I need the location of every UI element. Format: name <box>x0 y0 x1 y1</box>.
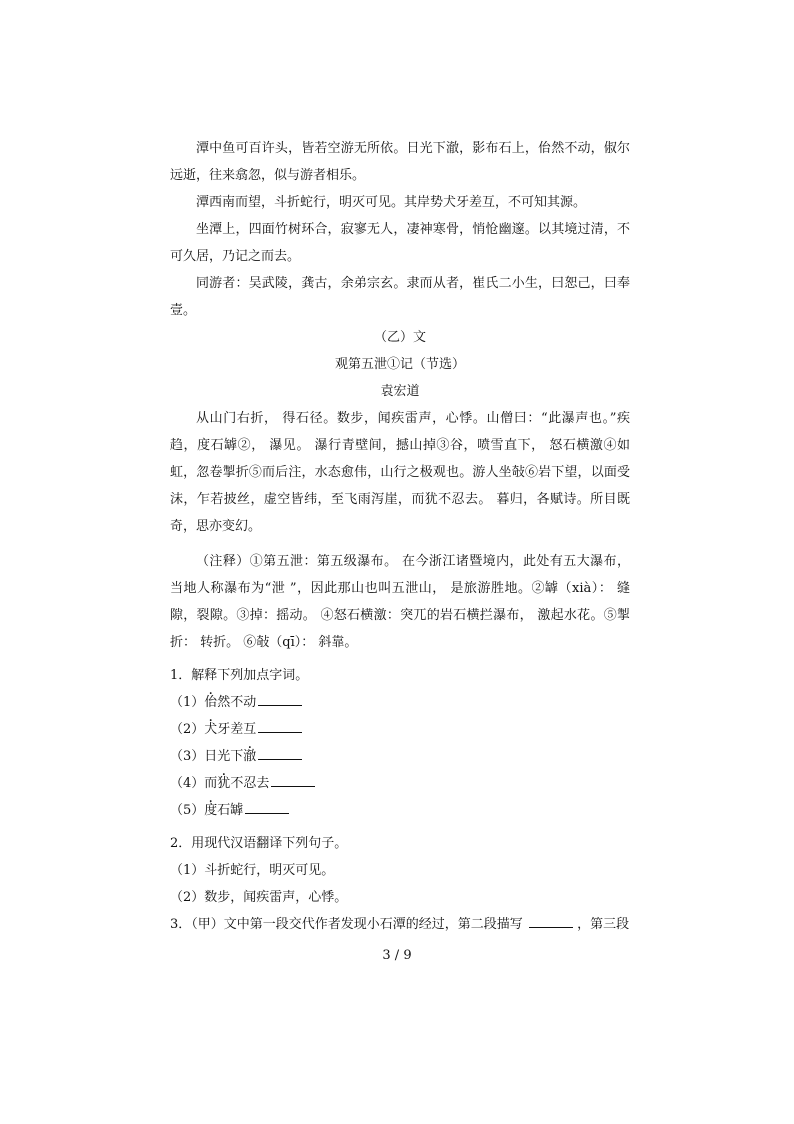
answer-blank[interactable] <box>271 774 315 787</box>
item-number: （4） <box>170 776 205 791</box>
yi-author: 袁宏道 <box>380 384 420 399</box>
q1-item-2 <box>170 716 630 743</box>
dotted-char: 犬 <box>204 722 218 737</box>
answer-blank[interactable] <box>529 915 573 928</box>
item-number: （5） <box>170 803 205 818</box>
q1-item-3 <box>170 743 630 770</box>
yi-label: （乙）文 <box>373 330 426 345</box>
jia-paragraph-1: 潭中鱼可百许头，皆若空游无所依。日光下澈，影布石上，佁然不动，俶尔远逝，往来翕忽，似与游者相乐。 <box>170 141 630 183</box>
dotted-char: 犹 <box>217 776 231 791</box>
q2-item-2: （2）数步，闻疾雷声，心悸。 <box>170 890 348 905</box>
item-text: 不忍去 <box>230 776 270 791</box>
question-2-stem: 2．用现代汉语翻译下列句子。 <box>170 836 348 851</box>
answer-blank[interactable] <box>258 747 302 760</box>
item-text: 石罅 <box>217 803 244 818</box>
jia-paragraph-2: 潭西南而望，斗折蛇行，明灭可见。其岸势犬牙差互，不可知其源。 <box>196 195 587 210</box>
question-1-stem: 1．解释下列加点字词。 <box>170 668 309 683</box>
yi-body: 从山门右折， 得石径。数步，闻疾雷声，心悸。山僧曰：“此瀑声也。”疾趋，度石罅②， 瀑见。 瀑行青壁间，撼山掉③谷，喷雪直下， 怒石横激④如虹，忽卷掣折⑤而后注，水态愈伟，山行之极观也。游人坐敧⑥岩下望，以面受沫，乍若披丝，虚空皆纬，至飞雨泻崖，而犹不忍去。 暮归，各赋诗。所目既奇，思亦变幻。 <box>170 411 630 534</box>
page-content <box>170 135 630 938</box>
item-text: 然不动 <box>217 695 257 710</box>
jia-paragraph-3: 坐潭上，四面竹树环合，寂寥无人，凄神寒骨，悄怆幽邃。以其境过清，不可久居，乃记之而去。 <box>170 222 630 264</box>
q1-item-4 <box>170 770 630 797</box>
yi-notes: （注释）①第五泄：第五级瀑布。 在今浙江诸暨境内，此处有五大瀑布， 当地人称瀑布为“泄 ”，因此那山也叫五泄山， 是旅游胜地。②罅（xià）： 缝隙，裂隙。③掉：摇动。 ④怒石横激：突兀的岩石横拦瀑布， 激起水花。⑤掣折： 转折。 ⑥敧（qī）： 斜靠。 <box>170 554 630 650</box>
dotted-char: 澈 <box>243 749 257 764</box>
q2-item-1: （1）斗折蛇行，明灭可见。 <box>170 863 335 878</box>
item-text: 而 <box>204 776 218 791</box>
answer-blank[interactable] <box>258 720 302 733</box>
question-3 <box>170 911 630 938</box>
jia-paragraph-4: 同游者：吴武陵，龚古，余弟宗玄。隶而从者，崔氏二小生，曰恕己，曰奉壹。 <box>170 276 630 318</box>
answer-blank[interactable] <box>245 801 289 814</box>
answer-blank[interactable] <box>258 693 302 706</box>
yi-title: 观第五泄①记（节选） <box>334 357 465 372</box>
item-number: （3） <box>170 749 205 764</box>
item-text: 牙差互 <box>217 722 257 737</box>
item-number: （1） <box>170 695 205 710</box>
q1-item-5 <box>170 797 630 824</box>
question-3-text: 3．（甲）文中第一段交代作者发现小石潭的经过，第二段描写 <box>170 917 523 932</box>
dotted-char: 佁 <box>204 695 218 710</box>
page-number: 3 / 9 <box>382 948 412 963</box>
item-text: 日光下 <box>204 749 244 764</box>
q1-item-1 <box>170 689 630 716</box>
question-3-text: ，第三段 <box>577 917 630 932</box>
dotted-char: 度 <box>204 803 218 818</box>
item-number: （2） <box>170 722 205 737</box>
